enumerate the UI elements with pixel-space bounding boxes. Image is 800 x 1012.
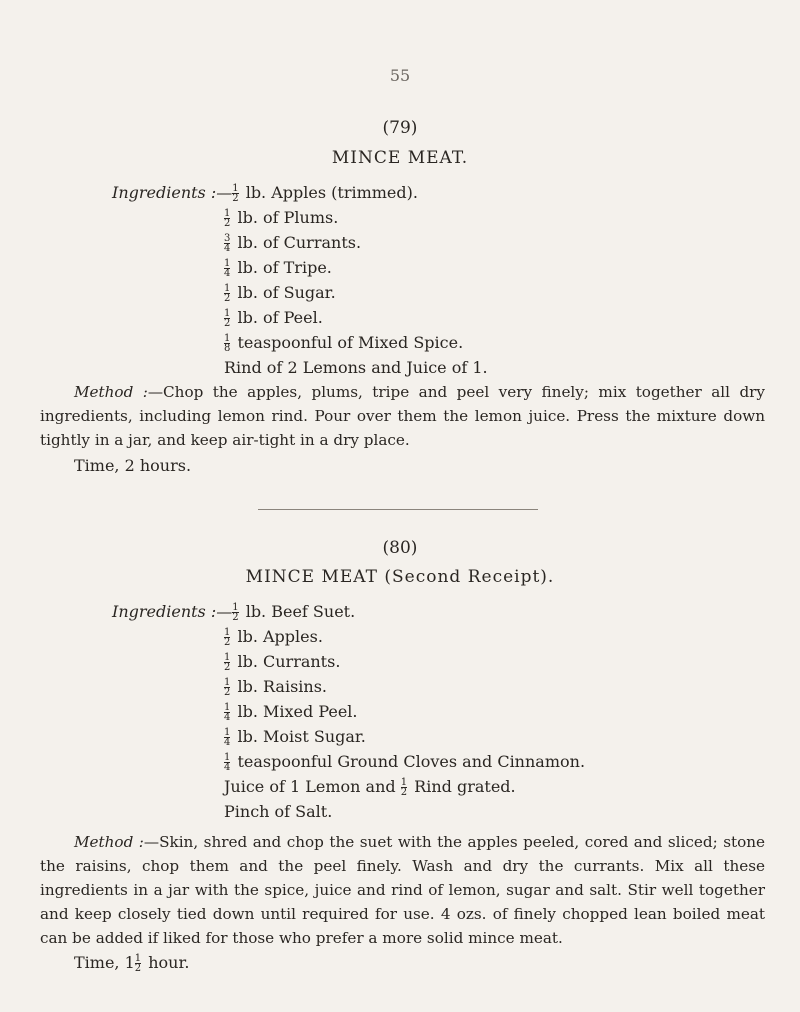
ingredient-line: $\frac{1}{8}$ teaspoonful of Mixed Spice. — [224, 333, 464, 354]
ingredients-label-line — [112, 183, 418, 203]
fraction: $\frac{1}{2}$ — [224, 283, 231, 304]
method-label: Method : — [74, 833, 144, 851]
recipe-time: Time, 1 $\frac{1}{2}$ hour. — [74, 953, 190, 974]
page-number: 55 — [389, 66, 411, 85]
ingredients-label: Ingredients :— — [112, 183, 233, 202]
fraction: $\frac{1}{2}$ — [224, 308, 231, 329]
ingredient-line: $\frac{1}{4}$ lb. of Tripe. — [224, 258, 332, 279]
fraction: $\frac{1}{2}$ — [224, 627, 231, 648]
fraction: $\frac{3}{4}$ — [224, 233, 231, 254]
ingredients-label: Ingredients :— — [112, 602, 233, 621]
fraction: $\frac{1}{4}$ — [224, 702, 231, 723]
recipe-title: MINCE MEAT (Second Receipt). — [245, 567, 555, 587]
recipe-time: Time, 2 hours. — [74, 456, 192, 475]
fraction: $\frac{1}{2}$ — [400, 777, 408, 798]
method-text: —Skin, shred and chop the suet with the apples peeled, cored and sliced; stone the raisins, chop them and the peel finely. Wash and dry the currants. Mix all these ingredients in a jar with the spice, juice and rind of lemon, sugar and salt. Stir well together and keep closely tied down until required for use. 4 ozs. of finely chopped lean boiled meat can be added if liked for those who prefer a more solid mince meat. — [40, 833, 766, 947]
ingredient-line: $\frac{1}{2}$ lb. of Peel. — [224, 308, 323, 329]
ingredients-label-line: Ingredients :— $\frac{1}{2}$ lb. Beef Suet. — [112, 602, 356, 623]
ingredient-line: $\frac{1}{4}$ lb. Moist Sugar. — [224, 727, 366, 748]
fraction: $\frac{1}{4}$ — [224, 727, 231, 748]
ingredient-line: Rind of 2 Lemons and Juice of 1. — [224, 358, 488, 377]
fraction: $\frac{1}{2}$ — [134, 953, 142, 974]
method-paragraph — [40, 380, 765, 452]
ingredient-line: $\frac{1}{4}$ lb. Mixed Peel. — [224, 702, 358, 723]
method-paragraph — [40, 830, 765, 950]
fraction: $\frac{1}{2}$ — [232, 602, 239, 623]
fraction: $\frac{1}{2}$ — [224, 208, 231, 229]
fraction: $\frac{1}{8}$ — [224, 333, 231, 354]
ingredient-line: $\frac{1}{2}$ lb. Raisins. — [224, 677, 327, 698]
ingredient-line: Juice of 1 Lemon and $\frac{1}{2}$ Rind grated. — [224, 777, 516, 798]
recipe-title: MINCE MEAT. — [331, 148, 469, 168]
fraction: $\frac{1}{2}$ — [224, 652, 231, 673]
method-label: Method : — [74, 383, 148, 401]
fraction: $\frac{1}{2}$ — [232, 183, 239, 204]
method-text: —Chop the apples, plums, tripe and peel very finely; mix together all dry ingredients, including lemon rind. Pour over them the lemon juice. Press the mixture down tightly in a jar, and keep air-tight in a dry place. — [40, 383, 766, 449]
ingredient-line: $\frac{1}{2}$ lb. of Plums. — [224, 208, 339, 229]
ingredient-text: lb. Apples (trimmed). — [240, 183, 418, 202]
ingredient-line: Pinch of Salt. — [224, 802, 333, 821]
fraction: $\frac{1}{2}$ — [224, 677, 231, 698]
ingredient-line: $\frac{1}{2}$ lb. Apples. — [224, 627, 323, 648]
fraction: $\frac{1}{4}$ — [224, 258, 231, 279]
fraction: $\frac{1}{4}$ — [224, 752, 231, 773]
recipe-number: (79) — [382, 118, 418, 138]
ingredient-line: $\frac{3}{4}$ lb. of Currants. — [224, 233, 362, 254]
ingredient-line: $\frac{1}{4}$ teaspoonful Ground Cloves and Cinnamon. — [224, 752, 586, 773]
section-divider — [258, 509, 538, 510]
ingredient-line: $\frac{1}{2}$ lb. Currants. — [224, 652, 341, 673]
recipe-number: (80) — [382, 538, 418, 558]
ingredient-line: $\frac{1}{2}$ lb. of Sugar. — [224, 283, 336, 304]
